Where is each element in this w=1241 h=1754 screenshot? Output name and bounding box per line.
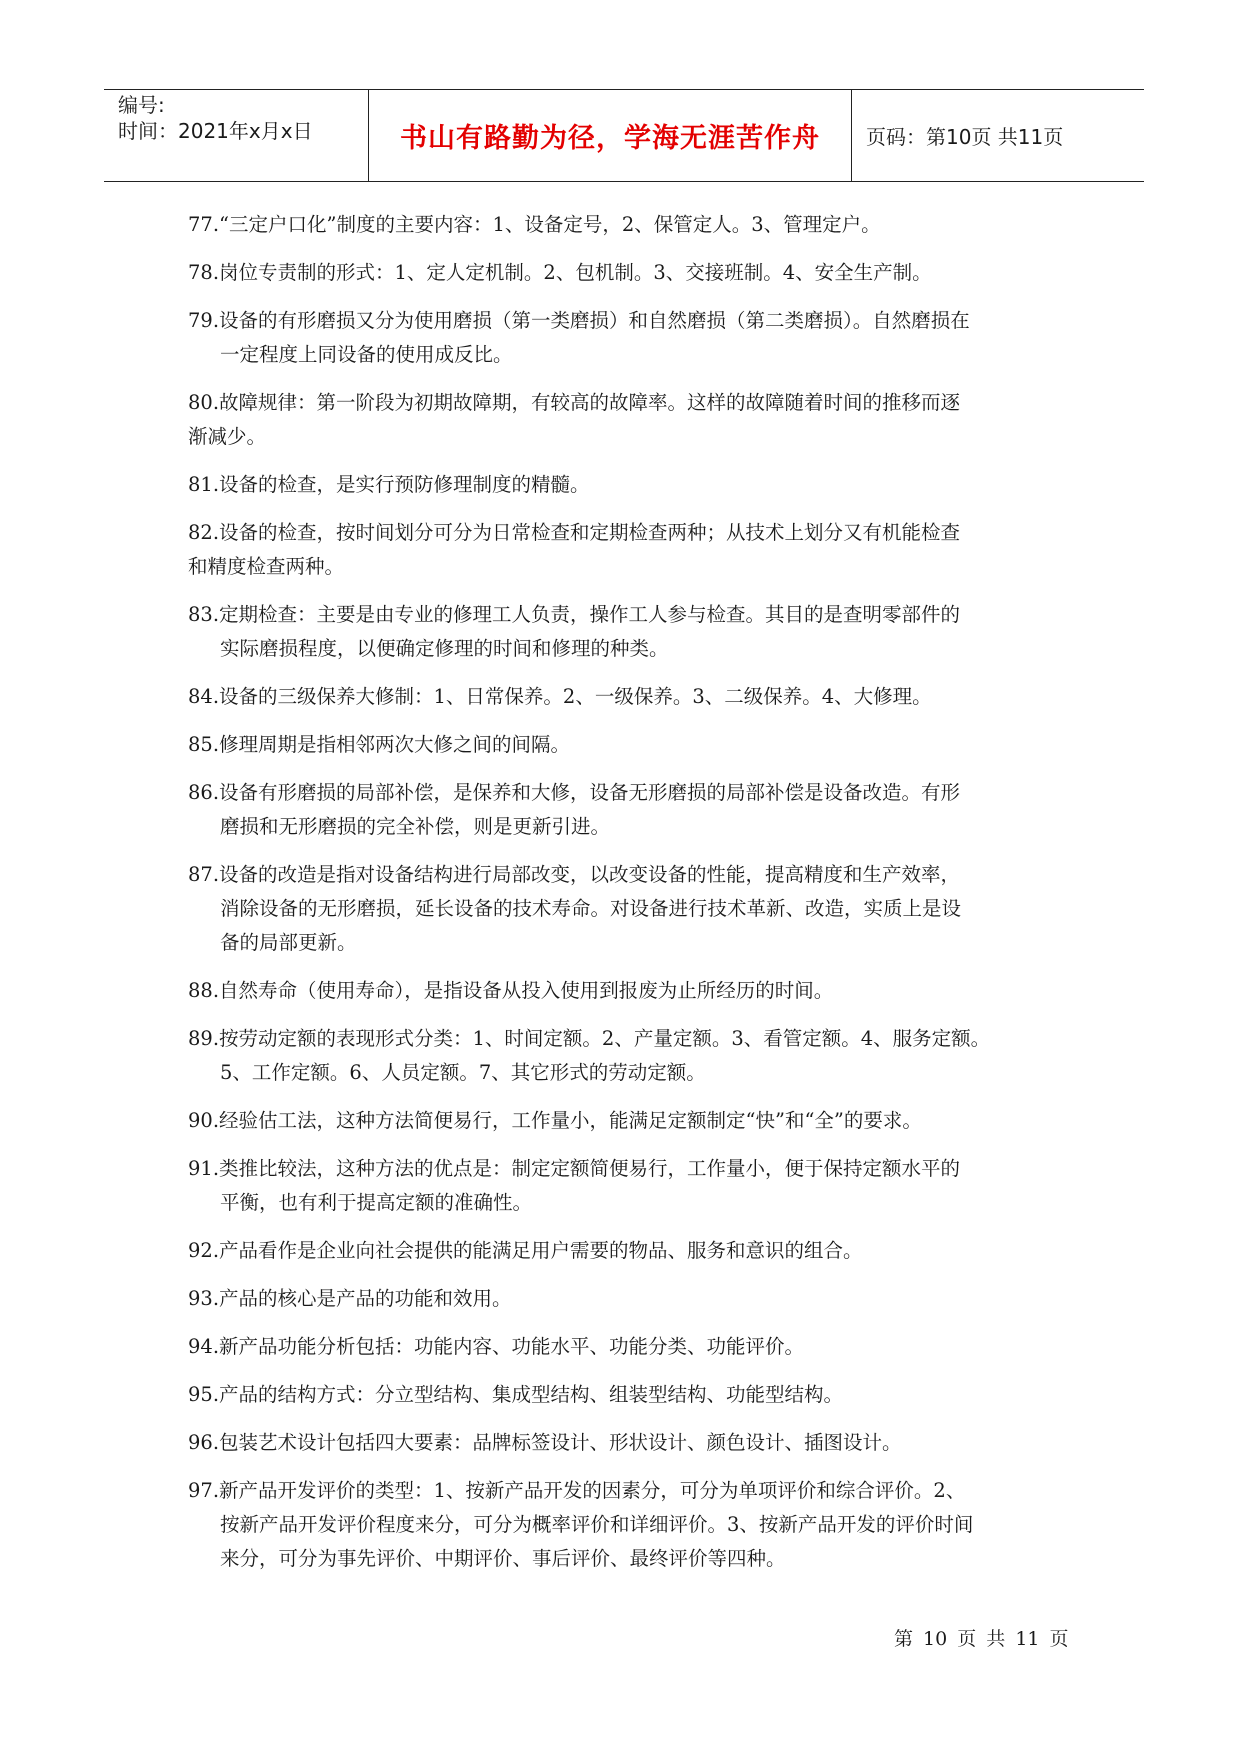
list-item-line: 83.定期检查：主要是由专业的修理工人负责，操作工人参与检查。其目的是查明零部件的 xyxy=(188,603,961,626)
list-item xyxy=(188,858,1068,960)
list-item-line: 95.产品的结构方式：分立型结构、集成型结构、组装型结构、功能型结构。 xyxy=(188,1383,844,1406)
list-item-line: 94.新产品功能分析包括：功能内容、功能水平、功能分类、功能评价。 xyxy=(188,1335,805,1358)
list-item xyxy=(188,1234,1068,1268)
list-item xyxy=(188,1426,1068,1460)
list-item xyxy=(188,256,1068,290)
list-item-line: 79.设备的有形磨损又分为使用磨损（第一类磨损）和自然磨损（第二类磨损）。自然磨损在 xyxy=(188,309,970,332)
page-footer: 第 10 页 共 11 页 xyxy=(894,1628,1069,1650)
list-item-line: 87.设备的改造是指对设备结构进行局部改变，以改变设备的性能，提高精度和生产效率， xyxy=(188,863,961,886)
header-page-info: 页码：第10页 共11页 xyxy=(866,125,1064,149)
list-item-line: 86.设备有形磨损的局部补偿，是保养和大修，设备无形磨损的局部补偿是设备改造。有形 xyxy=(188,781,961,804)
list-item-line: 91.类推比较法，这种方法的优点是：制定定额简便易行，工作量小，便于保持定额水平的 xyxy=(188,1157,961,1180)
date-label: 时间：2021年x月x日 xyxy=(118,119,313,143)
list-item-line: 82.设备的检查，按时间划分可分为日常检查和定期检查两种；从技术上划分又有机能检查 xyxy=(188,521,961,544)
list-item-line: 97.新产品开发评价的类型：1、按新产品开发的因素分，可分为单项评价和综合评价。2、 xyxy=(188,1479,966,1502)
list-item xyxy=(188,598,1068,666)
list-item-line: 92.产品看作是企业向社会提供的能满足用户需要的物品、服务和意识的组合。 xyxy=(188,1239,863,1262)
list-item-line: 来分，可分为事先评价、中期评价、事后评价、最终评价等四种。 xyxy=(220,1547,786,1570)
list-item-line: 消除设备的无形磨损，延长设备的技术寿命。对设备进行技术革新、改造，实质上是设 xyxy=(220,897,962,920)
list-item-line: 和精度检查两种。 xyxy=(188,555,345,578)
list-item xyxy=(188,208,1068,242)
list-item xyxy=(188,1282,1068,1316)
list-item-line: 平衡，也有利于提高定额的准确性。 xyxy=(220,1191,533,1214)
list-item xyxy=(188,776,1068,844)
list-item-line: 89.按劳动定额的表现形式分类：1、时间定额。2、产量定额。3、看管定额。4、服务定额。 xyxy=(188,1027,991,1050)
list-item xyxy=(188,1330,1068,1364)
list-item-line: 93.产品的核心是产品的功能和效用。 xyxy=(188,1287,512,1310)
list-item xyxy=(188,1152,1068,1220)
header-page-cell xyxy=(852,90,1144,181)
list-item xyxy=(188,728,1068,762)
serial-number-label: 编号: xyxy=(118,93,165,117)
list-item xyxy=(188,304,1068,372)
list-item xyxy=(188,386,1068,454)
list-item-line: 80.故障规律：第一阶段为初期故障期，有较高的故障率。这样的故障随着时间的推移而逐 xyxy=(188,391,961,414)
list-item-line: 81.设备的检查，是实行预防修理制度的精髓。 xyxy=(188,473,590,496)
list-item-line: 88.自然寿命（使用寿命），是指设备从投入使用到报废为止所经历的时间。 xyxy=(188,979,834,1002)
header-motto-cell xyxy=(368,90,852,181)
document-header xyxy=(104,89,1144,182)
list-item-line: 按新产品开发评价程度来分，可分为概率评价和详细评价。3、按新产品开发的评价时间 xyxy=(220,1513,974,1536)
list-item-line: 77.“三定户口化”制度的主要内容：1、设备定号，2、保管定人。3、管理定户。 xyxy=(188,213,881,236)
list-item-line: 实际磨损程度，以便确定修理的时间和修理的种类。 xyxy=(220,637,669,660)
list-item xyxy=(188,1378,1068,1412)
list-item-line: 78.岗位专责制的形式：1、定人定机制。2、包机制。3、交接班制。4、安全生产制。 xyxy=(188,261,932,284)
list-item-line: 90.经验估工法，这种方法简便易行，工作量小，能满足定额制定“快”和“全”的要求。 xyxy=(188,1109,922,1132)
list-item xyxy=(188,974,1068,1008)
header-meta-cell xyxy=(104,90,368,181)
list-item-line: 5、工作定额。6、人员定额。7、其它形式的劳动定额。 xyxy=(220,1061,706,1084)
list-item-line: 渐减少。 xyxy=(188,425,267,448)
list-item-line: 84.设备的三级保养大修制：1、日常保养。2、一级保养。3、二级保养。4、大修理。 xyxy=(188,685,932,708)
list-item xyxy=(188,1104,1068,1138)
list-item xyxy=(188,1022,1068,1090)
header-motto: 书山有路勤为径，学海无涯苦作舟 xyxy=(400,123,820,154)
document-body xyxy=(188,208,1068,1590)
list-item xyxy=(188,1474,1068,1576)
list-item-line: 磨损和无形磨损的完全补偿，则是更新引进。 xyxy=(220,815,611,838)
list-item xyxy=(188,516,1068,584)
list-item xyxy=(188,680,1068,714)
list-item-line: 一定程度上同设备的使用成反比。 xyxy=(220,343,513,366)
list-item xyxy=(188,468,1068,502)
list-item-line: 85.修理周期是指相邻两次大修之间的间隔。 xyxy=(188,733,571,756)
list-item-line: 96.包装艺术设计包括四大要素：品牌标签设计、形状设计、颜色设计、插图设计。 xyxy=(188,1431,902,1454)
list-item-line: 备的局部更新。 xyxy=(220,931,357,954)
